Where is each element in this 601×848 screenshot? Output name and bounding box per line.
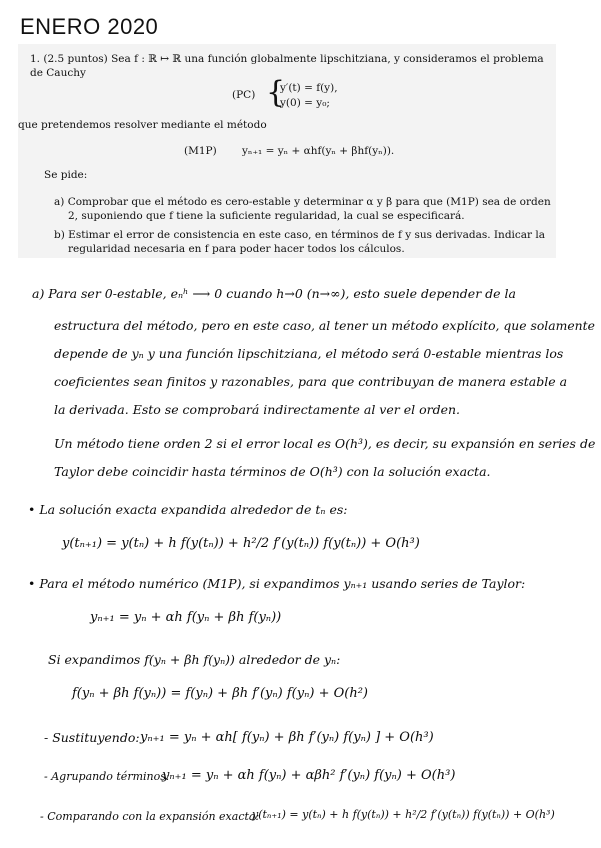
- page-title: ENERO 2020: [20, 14, 159, 39]
- label-agrupando: - Agrupando términos:: [44, 770, 170, 783]
- pc-equation-2: y(0) = y₀;: [280, 97, 330, 109]
- item-b-line-2: regularidad necesaria en f para poder hacer todos los cálculos.: [68, 243, 405, 255]
- formula-f-expansion: f(yₙ + βh f(yₙ)) = f(yₙ) + βh f′(yₙ) f(yₙ) + O(h²): [72, 686, 368, 701]
- m1p-equation: yₙ₊₁ = yₙ + αhf(yₙ + βhf(yₙ)).: [242, 145, 395, 157]
- item-a-line-1: a) Comprobar que el método es cero-estable y determinar α y β para que (M1P) sea de orden: [54, 196, 551, 208]
- pc-equation-1: y′(t) = f(y),: [280, 82, 338, 94]
- problem-line-1: 1. (2.5 puntos) Sea f : ℝ ↦ ℝ una función globalmente lipschitziana, y consideramos el problema: [30, 53, 544, 65]
- problem-statement-box: [18, 44, 556, 258]
- note-line-8: • La solución exacta expandida alrededor de tₙ es:: [28, 502, 348, 517]
- note-line-7: Taylor debe coincidir hasta términos de O(h³) con la solución exacta.: [54, 464, 491, 479]
- note-line-10: Si expandimos f(yₙ + βh f(yₙ)) alrededor de yₙ:: [48, 652, 341, 667]
- note-line-2: estructura del método, pero en este caso, al tener un método explícito, que solamente: [54, 318, 595, 333]
- formula-substituted: yₙ₊₁ = yₙ + αh[ f(yₙ) + βh f′(yₙ) f(yₙ) ] + O(h³): [140, 730, 434, 745]
- formula-method: yₙ₊₁ = yₙ + αh f(yₙ + βh f(yₙ)): [90, 610, 282, 625]
- note-line-3: depende de yₙ y una función lipschitziana, el método será 0-estable mientras los: [54, 346, 564, 361]
- formula-comparison: y(tₙ₊₁) = y(tₙ) + h f(y(tₙ)) + h²/2 f′(y(tₙ)) f(y(tₙ)) + O(h³): [252, 808, 555, 821]
- item-a-line-2: 2, suponiendo que f tiene la suficiente regularidad, la cual se especificará.: [68, 210, 465, 222]
- note-line-6: Un método tiene orden 2 si el error local es O(h³), es decir, su expansión en series de: [54, 436, 596, 451]
- m1p-label: (M1P): [184, 145, 217, 157]
- note-line-9: • Para el método numérico (M1P), si expandimos yₙ₊₁ usando series de Taylor:: [28, 576, 526, 591]
- label-comparando: - Comparando con la expansión exacta:: [40, 810, 260, 823]
- formula-grouped: yₙ₊₁ = yₙ + αh f(yₙ) + αβh² f′(yₙ) f(yₙ) + O(h³): [162, 768, 456, 783]
- item-b-line-1: b) Estimar el error de consistencia en este caso, en términos de f y sus derivadas. Indicar la: [54, 229, 546, 241]
- problem-line-2: de Cauchy: [30, 67, 86, 79]
- note-line-1: a) Para ser 0-estable, eₙʰ ⟶ 0 cuando h→0 (n→∞), esto suele depender de la: [32, 286, 516, 301]
- method-intro: que pretendemos resolver mediante el método: [18, 119, 267, 131]
- label-sustituyendo: - Sustituyendo:: [44, 730, 140, 745]
- note-line-4: coeficientes sean finitos y razonables, para que contribuyan de manera estable a: [54, 374, 568, 389]
- formula-exact-solution: y(tₙ₊₁) = y(tₙ) + h f(y(tₙ)) + h²/2 f′(y(tₙ)) f(y(tₙ)) + O(h³): [62, 536, 420, 551]
- pc-label: (PC): [232, 89, 256, 101]
- se-pide: Se pide:: [44, 169, 88, 181]
- note-line-5: la derivada. Esto se comprobará indirectamente al ver el orden.: [54, 402, 461, 417]
- pc-brace: {: [266, 75, 286, 110]
